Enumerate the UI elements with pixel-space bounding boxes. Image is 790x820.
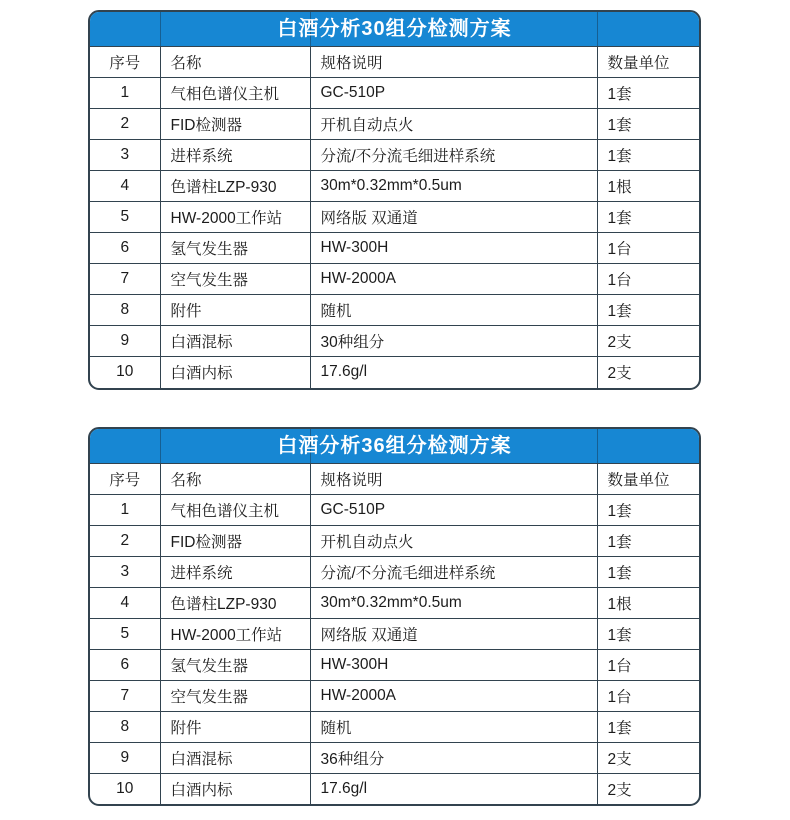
- item-name: 附件: [160, 711, 310, 742]
- row-number: 3: [90, 140, 160, 171]
- item-spec: 17.6g/l: [310, 357, 597, 388]
- table-row: [90, 78, 699, 109]
- item-quantity: 2支: [597, 773, 699, 804]
- table-row: [90, 494, 699, 525]
- table-row: [90, 295, 699, 326]
- item-spec: 30m*0.32mm*0.5um: [310, 171, 597, 202]
- item-name: 白酒混标: [160, 326, 310, 357]
- item-quantity: 2支: [597, 742, 699, 773]
- col-header-quantity: 数量单位: [597, 47, 699, 78]
- table-row: [90, 264, 699, 295]
- item-quantity: 2支: [597, 326, 699, 357]
- item-quantity: 1套: [597, 295, 699, 326]
- header-row: [90, 47, 699, 78]
- item-spec: 随机: [310, 711, 597, 742]
- item-spec: 随机: [310, 295, 597, 326]
- spec-table: [90, 46, 699, 388]
- item-name: 气相色谱仪主机: [160, 494, 310, 525]
- row-number: 9: [90, 326, 160, 357]
- item-spec: 分流/不分流毛细进样系统: [310, 140, 597, 171]
- row-number: 9: [90, 742, 160, 773]
- item-name: FID检测器: [160, 525, 310, 556]
- header-row: [90, 463, 699, 494]
- item-spec: 网络版 双通道: [310, 202, 597, 233]
- table-row: [90, 773, 699, 804]
- col-header-name: 名称: [160, 47, 310, 78]
- item-quantity: 1台: [597, 649, 699, 680]
- item-name: 色谱柱LZP-930: [160, 171, 310, 202]
- item-name: 附件: [160, 295, 310, 326]
- item-quantity: 1套: [597, 109, 699, 140]
- item-spec: 开机自动点火: [310, 109, 597, 140]
- item-name: 空气发生器: [160, 680, 310, 711]
- table-title: 白酒分析36组分检测方案: [277, 434, 512, 457]
- item-spec: 30m*0.32mm*0.5um: [310, 587, 597, 618]
- col-header-quantity: 数量单位: [597, 463, 699, 494]
- item-quantity: 1根: [597, 587, 699, 618]
- table-row: [90, 140, 699, 171]
- item-quantity: 1套: [597, 525, 699, 556]
- item-name: 进样系统: [160, 140, 310, 171]
- table-row: [90, 525, 699, 556]
- table-row: [90, 711, 699, 742]
- item-spec: GC-510P: [310, 494, 597, 525]
- row-number: 2: [90, 109, 160, 140]
- item-name: 空气发生器: [160, 264, 310, 295]
- item-name: 白酒混标: [160, 742, 310, 773]
- item-spec: HW-2000A: [310, 680, 597, 711]
- item-name: 氢气发生器: [160, 233, 310, 264]
- item-spec: 30种组分: [310, 326, 597, 357]
- table-row: [90, 680, 699, 711]
- item-name: 氢气发生器: [160, 649, 310, 680]
- table-row: [90, 556, 699, 587]
- item-quantity: 1根: [597, 171, 699, 202]
- table-row: [90, 202, 699, 233]
- row-number: 5: [90, 202, 160, 233]
- col-header-spec: 规格说明: [310, 47, 597, 78]
- row-number: 6: [90, 649, 160, 680]
- table-row: [90, 618, 699, 649]
- row-number: 8: [90, 295, 160, 326]
- row-number: 1: [90, 494, 160, 525]
- row-number: 5: [90, 618, 160, 649]
- item-spec: 17.6g/l: [310, 773, 597, 804]
- col-header-spec: 规格说明: [310, 463, 597, 494]
- row-number: 10: [90, 357, 160, 388]
- table-row: [90, 357, 699, 388]
- item-name: 进样系统: [160, 556, 310, 587]
- item-name: HW-2000工作站: [160, 202, 310, 233]
- item-spec: HW-300H: [310, 233, 597, 264]
- scheme-table-36-components: [88, 427, 701, 807]
- table-body: [90, 494, 699, 804]
- item-quantity: 1套: [597, 618, 699, 649]
- item-name: 白酒内标: [160, 357, 310, 388]
- item-spec: GC-510P: [310, 78, 597, 109]
- item-quantity: 1台: [597, 264, 699, 295]
- row-number: 6: [90, 233, 160, 264]
- table-title-bar: [90, 429, 699, 463]
- item-name: HW-2000工作站: [160, 618, 310, 649]
- item-quantity: 1台: [597, 680, 699, 711]
- item-spec: 分流/不分流毛细进样系统: [310, 556, 597, 587]
- scheme-table-30-components: [88, 10, 701, 390]
- item-quantity: 1套: [597, 556, 699, 587]
- spec-table: [90, 463, 699, 805]
- table-body: [90, 78, 699, 388]
- row-number: 8: [90, 711, 160, 742]
- item-name: 色谱柱LZP-930: [160, 587, 310, 618]
- col-header-index: 序号: [90, 463, 160, 494]
- table-row: [90, 233, 699, 264]
- item-name: FID检测器: [160, 109, 310, 140]
- table-title-bar: [90, 12, 699, 46]
- item-quantity: 2支: [597, 357, 699, 388]
- item-spec: HW-2000A: [310, 264, 597, 295]
- table-row: [90, 649, 699, 680]
- row-number: 10: [90, 773, 160, 804]
- table-row: [90, 109, 699, 140]
- item-spec: 36种组分: [310, 742, 597, 773]
- item-quantity: 1台: [597, 233, 699, 264]
- table-title: 白酒分析30组分检测方案: [277, 18, 512, 40]
- table-row: [90, 742, 699, 773]
- col-header-name: 名称: [160, 463, 310, 494]
- row-number: 2: [90, 525, 160, 556]
- item-spec: 开机自动点火: [310, 525, 597, 556]
- item-quantity: 1套: [597, 202, 699, 233]
- item-quantity: 1套: [597, 711, 699, 742]
- table-row: [90, 171, 699, 202]
- table-row: [90, 326, 699, 357]
- item-quantity: 1套: [597, 78, 699, 109]
- item-spec: 网络版 双通道: [310, 618, 597, 649]
- table-row: [90, 587, 699, 618]
- row-number: 7: [90, 264, 160, 295]
- row-number: 3: [90, 556, 160, 587]
- col-header-index: 序号: [90, 47, 160, 78]
- row-number: 4: [90, 171, 160, 202]
- item-quantity: 1套: [597, 140, 699, 171]
- row-number: 4: [90, 587, 160, 618]
- row-number: 1: [90, 78, 160, 109]
- item-name: 气相色谱仪主机: [160, 78, 310, 109]
- item-name: 白酒内标: [160, 773, 310, 804]
- row-number: 7: [90, 680, 160, 711]
- item-quantity: 1套: [597, 494, 699, 525]
- item-spec: HW-300H: [310, 649, 597, 680]
